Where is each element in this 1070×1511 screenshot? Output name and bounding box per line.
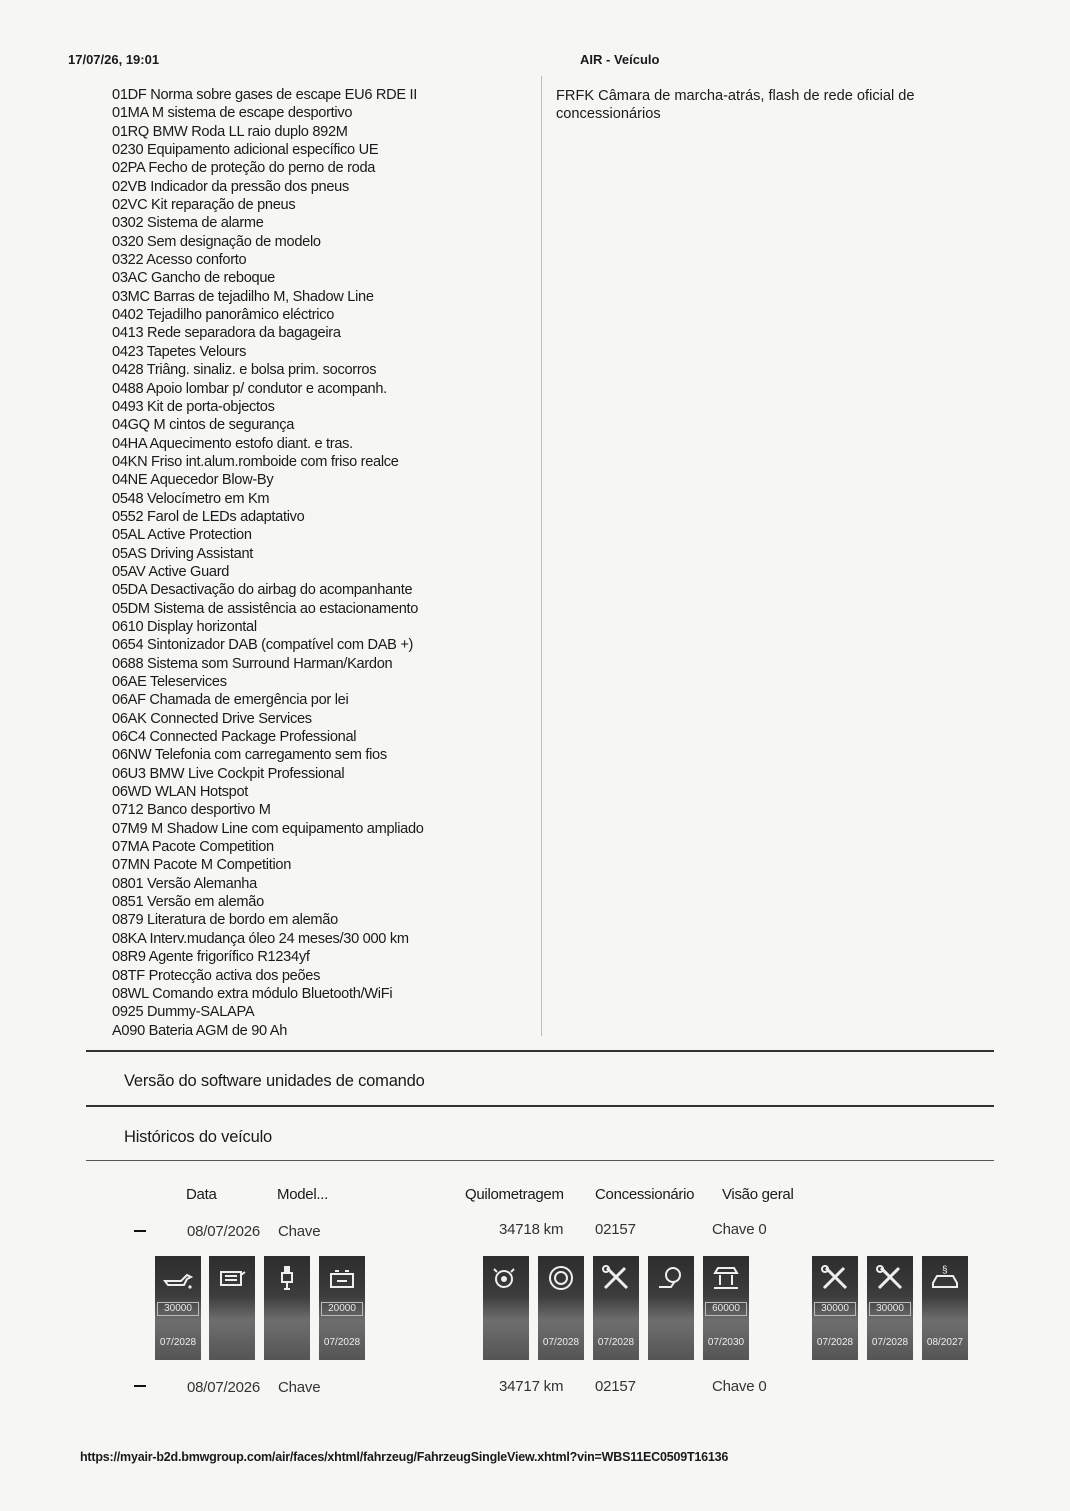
option-code-item: 0423 Tapetes Velours (112, 343, 247, 360)
page-url: https://myair-b2d.bmwgroup.com/air/faces/xhtml/fahrzeug/FahrzeugSingleView.xhtml?vin=WBS11EC0509T16136 (80, 1450, 729, 1464)
option-code-item: 06U3 BMW Live Cockpit Professional (112, 765, 345, 782)
option-code-item: 07M9 M Shadow Line com equipamento ampliado (112, 820, 424, 837)
option-code-item: 05DM Sistema de assistência ao estacionamento (112, 600, 419, 617)
option-code-item: 05AV Active Guard (112, 563, 230, 580)
row-dealer: 02157 (595, 1221, 636, 1238)
column-header-date[interactable]: Data (186, 1186, 217, 1203)
option-code-item: A090 Bateria AGM de 90 Ah (112, 1022, 288, 1039)
service-tile-date: 07/2028 (871, 1337, 909, 1348)
option-code-item: 0552 Farol de LEDs adaptativo (112, 508, 305, 525)
brake-fluid-icon (538, 1260, 584, 1296)
legal-inspection-car-icon (922, 1260, 968, 1296)
rear-brakes-icon (648, 1260, 694, 1296)
option-code-item: 04HA Aquecimento estofo diant. e tras. (112, 435, 353, 452)
service-tile[interactable] (922, 1256, 968, 1360)
spark-plug-icon (264, 1260, 310, 1296)
service-tile-km: 60000 (705, 1302, 747, 1316)
option-code-item: 0548 Velocímetro em Km (112, 490, 270, 507)
collapse-toggle[interactable] (134, 1230, 146, 1232)
option-code-item: 08R9 Agente frigorífico R1234yf (112, 949, 310, 966)
software-section-header[interactable]: Versão do software unidades de comando (124, 1072, 425, 1090)
option-code-item: 04KN Friso int.alum.romboide com friso realce (112, 453, 399, 470)
option-code-item: 01RQ BMW Roda LL raio duplo 892M (112, 123, 348, 140)
option-code-item: 06NW Telefonia com carregamento sem fios (112, 747, 387, 764)
column-header-overview[interactable]: Visão geral (722, 1186, 794, 1203)
option-code-item: 07MA Pacote Competition (112, 839, 274, 856)
engine-air-filter-icon (209, 1260, 255, 1296)
service-tools-icon (812, 1260, 858, 1296)
service-tile[interactable] (264, 1256, 310, 1360)
option-code-item: 0879 Literatura de bordo em alemão (112, 912, 338, 929)
service-tile[interactable] (209, 1256, 255, 1360)
option-code-item: 04GQ M cintos de segurança (112, 417, 295, 434)
option-code-item: 08TF Protecção activa dos peões (112, 967, 321, 984)
option-code-item: 0851 Versão em alemão (112, 894, 264, 911)
row-date: 08/07/2026 (187, 1223, 261, 1240)
service-tile-date: 08/2027 (926, 1337, 964, 1348)
option-code-item: 0488 Apoio lombar p/ condutor e acompanh. (112, 380, 387, 397)
service-tile-km: 20000 (321, 1302, 363, 1316)
service-tile[interactable] (648, 1256, 694, 1360)
row-mileage: 34717 km (499, 1378, 564, 1395)
option-codes-list-right (556, 87, 956, 124)
row-mileage: 34718 km (499, 1221, 564, 1238)
service-tile-date: 07/2028 (816, 1337, 854, 1348)
front-brakes-icon (483, 1260, 529, 1296)
service-tile[interactable] (812, 1256, 858, 1360)
service-tile-date: 07/2028 (542, 1337, 580, 1348)
option-code-item: 0302 Sistema de alarme (112, 215, 264, 232)
row-dealer: 02157 (595, 1378, 636, 1395)
section-divider (86, 1050, 994, 1052)
option-code-item: 05AL Active Protection (112, 527, 252, 544)
option-code-item: FRFK Câmara de marcha-atrás, flash de rede oficial de (556, 88, 915, 104)
option-code-item: 0322 Acesso conforto (112, 252, 247, 269)
page-title: AIR - Veículo (580, 52, 660, 67)
column-header-mileage[interactable]: Quilometragem (465, 1186, 564, 1203)
option-code-item: 01DF Norma sobre gases de escape EU6 RDE II (112, 87, 418, 103)
option-code-item: 05DA Desactivação do airbag do acompanhante (112, 582, 413, 599)
service-tile[interactable] (483, 1256, 529, 1360)
option-code-item: 0402 Tejadilho panorâmico eléctrico (112, 307, 335, 324)
column-divider (541, 76, 542, 1036)
option-code-item: concessionários (556, 106, 661, 123)
option-codes-list (112, 86, 532, 1040)
option-code-item: 02PA Fecho de proteção do perno de roda (112, 160, 376, 177)
service-tile[interactable] (155, 1256, 201, 1360)
service-tile-date: 07/2028 (159, 1337, 197, 1348)
option-code-item: 06C4 Connected Package Professional (112, 729, 357, 746)
option-code-item: 06WD WLAN Hotspot (112, 784, 249, 801)
option-code-item: 0428 Triâng. sinaliz. e bolsa prim. socorros (112, 362, 377, 379)
service-tools-icon (867, 1260, 913, 1296)
option-code-item: 02VC Kit reparação de pneus (112, 197, 296, 214)
option-code-item: 08KA Interv.mudança óleo 24 meses/30 000 km (112, 930, 409, 947)
option-code-item: 0413 Rede separadora da bagageira (112, 325, 341, 342)
vehicle-check-battery-icon (319, 1260, 365, 1296)
service-tile-date: 07/2030 (707, 1337, 745, 1348)
option-code-item: 03AC Gancho de reboque (112, 270, 275, 287)
column-header-dealer[interactable]: Concessionário (595, 1186, 695, 1203)
option-code-item: 0688 Sistema som Surround Harman/Kardon (112, 655, 393, 672)
option-code-item: 0712 Banco desportivo M (112, 802, 271, 819)
service-tile-date: 07/2028 (323, 1337, 361, 1348)
svg-text:§: § (942, 1265, 948, 1276)
collapse-toggle[interactable] (134, 1385, 146, 1387)
section-divider (86, 1160, 994, 1161)
service-tile[interactable] (593, 1256, 639, 1360)
option-code-item: 0610 Display horizontal (112, 618, 257, 635)
option-code-item: 0925 Dummy-SALAPA (112, 1004, 255, 1021)
option-code-item: 01MA M sistema de escape desportivo (112, 105, 353, 122)
option-code-item: 05AS Driving Assistant (112, 545, 254, 562)
option-code-item: 0654 Sintonizador DAB (compatível com DAB +) (112, 637, 414, 654)
section-divider (86, 1105, 994, 1107)
option-code-item: 02VB Indicador da pressão dos pneus (112, 178, 349, 195)
service-tile[interactable] (319, 1256, 365, 1360)
service-tools-icon (593, 1260, 639, 1296)
row-model: Chave (278, 1379, 321, 1396)
vehicle-lift-icon (703, 1260, 749, 1296)
oil-can-icon (155, 1260, 201, 1296)
option-code-item: 08WL Comando extra módulo Bluetooth/WiFi (112, 985, 393, 1002)
print-datetime: 17/07/26, 19:01 (68, 52, 160, 67)
service-tile[interactable] (867, 1256, 913, 1360)
row-date: 08/07/2026 (187, 1379, 261, 1396)
service-tile-date: 07/2028 (597, 1337, 635, 1348)
option-code-item: 04NE Aquecedor Blow-By (112, 472, 274, 489)
option-code-item: 0493 Kit de porta-objectos (112, 398, 275, 415)
row-model: Chave (278, 1223, 321, 1240)
option-code-item: 06AF Chamada de emergência por lei (112, 692, 349, 709)
option-code-item: 06AK Connected Drive Services (112, 710, 312, 727)
row-overview: Chave 0 (712, 1378, 767, 1395)
option-code-item: 06AE Teleservices (112, 674, 227, 690)
option-code-item: 0230 Equipamento adicional específico UE (112, 142, 379, 159)
service-tile[interactable] (703, 1256, 749, 1360)
row-overview: Chave 0 (712, 1221, 767, 1238)
history-section-header[interactable]: Históricos do veículo (124, 1128, 273, 1146)
option-code-item: 07MN Pacote M Competition (112, 857, 292, 874)
option-code-item: 03MC Barras de tejadilho M, Shadow Line (112, 288, 374, 305)
option-code-item: 0801 Versão Alemanha (112, 875, 257, 892)
option-code-item: 0320 Sem designação de modelo (112, 233, 321, 250)
service-tile-km: 30000 (814, 1302, 856, 1316)
column-header-model[interactable]: Model... (277, 1186, 328, 1203)
service-tile-km: 30000 (869, 1302, 911, 1316)
service-tile[interactable] (538, 1256, 584, 1360)
service-tile-km: 30000 (157, 1302, 199, 1316)
